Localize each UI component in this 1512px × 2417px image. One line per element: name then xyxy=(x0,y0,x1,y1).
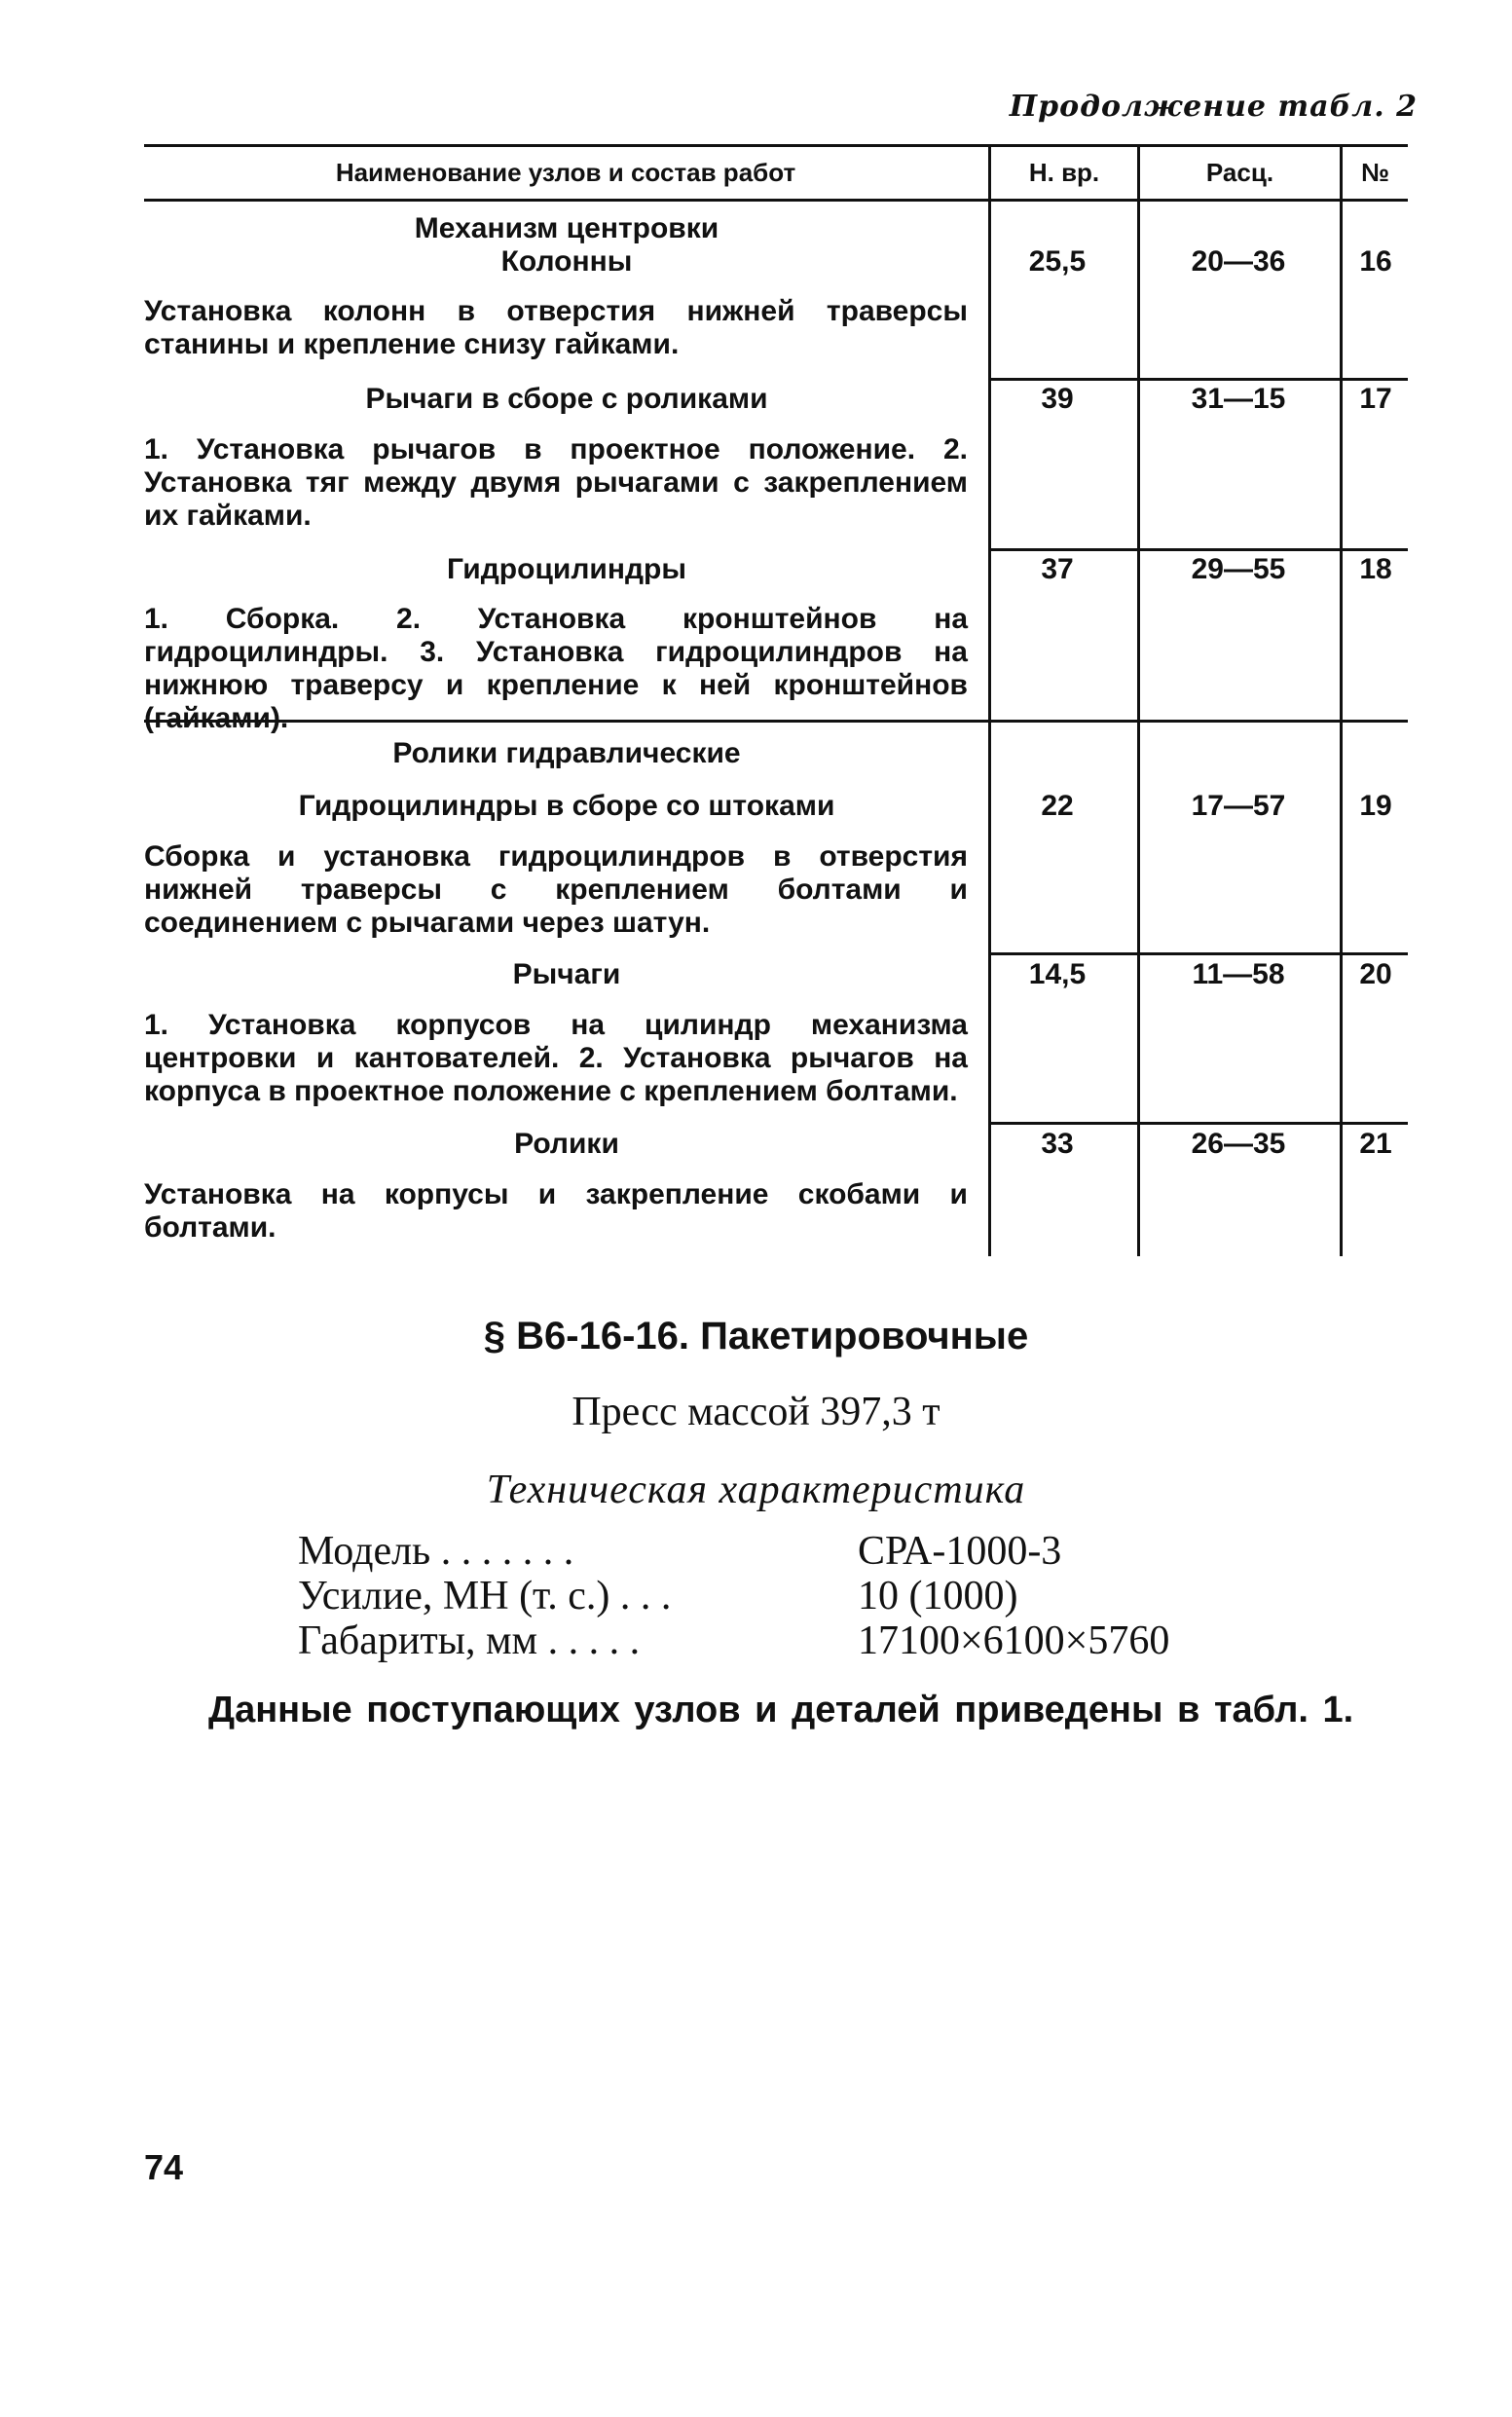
spec-label: Модель . . . . . . . xyxy=(298,1529,574,1574)
row-rate: 17—57 xyxy=(1191,790,1286,822)
spec-value: СРА-1000-3 xyxy=(858,1529,1062,1574)
row-rate: 26—35 xyxy=(1191,1128,1286,1160)
row-number: 17 xyxy=(1359,383,1392,415)
table-header-rule xyxy=(144,199,1408,202)
row-hours: 22 xyxy=(1041,790,1074,822)
row-number: 20 xyxy=(1359,958,1392,990)
tech-spec-title: Техническая характеристика xyxy=(486,1468,1026,1512)
row-rate: 31—15 xyxy=(1191,383,1286,415)
spec-label: Габариты, мм . . . . . xyxy=(298,1618,641,1663)
row-rule xyxy=(988,548,1408,551)
row-title: Ролики xyxy=(514,1128,619,1160)
note-text: Данные поступающих узлов и деталей приведены в табл. 1. xyxy=(208,1690,1354,1730)
row-rule xyxy=(988,952,1408,955)
header-rate: Расц. xyxy=(1205,158,1274,187)
row-number: 18 xyxy=(1359,553,1392,585)
row-hours: 39 xyxy=(1041,383,1074,415)
row-title: Рычаги в сборе с роликами xyxy=(365,383,768,415)
row-subtitle: Гидроцилиндры в сборе со штоками xyxy=(298,790,835,822)
row-description: 1. Установка корпусов на цилиндр механизма центровки и кантователей. 2. Установка рычагов на корпуса в проектное положение с креплением болтами. xyxy=(144,1009,968,1107)
row-number: 19 xyxy=(1359,790,1392,822)
row-description: 1. Установка рычагов в проектное положение. 2. Установка тяг между двумя рычагами с закреплением их гайками. xyxy=(144,433,968,532)
spec-value: 10 (1000) xyxy=(858,1574,1018,1618)
column-rule-rate xyxy=(1137,146,1140,1256)
spec-value: 17100×6100×5760 xyxy=(858,1618,1170,1663)
row-title: Механизм центровки xyxy=(414,212,719,244)
row-description: Установка колонн в отверстия нижней траверсы станины и крепление снизу гайками. xyxy=(144,295,968,360)
row-description: 1. Сборка. 2. Установка кронштейнов на гидроцилиндры. 3. Установка гидроцилиндров на нижнюю траверсу и крепление к ней кронштейнов (гайками). xyxy=(144,603,968,734)
row-number: 16 xyxy=(1359,245,1392,278)
press-title: Пресс массой 397,3 т xyxy=(572,1390,940,1434)
row-title: Ролики гидравлические xyxy=(392,737,741,769)
row-title: Гидроцилиндры xyxy=(447,553,686,585)
row-rate: 29—55 xyxy=(1191,553,1286,585)
header-hours: Н. вр. xyxy=(1028,158,1100,187)
header-name: Наименование узлов и состав работ xyxy=(335,158,796,187)
row-hours: 33 xyxy=(1041,1128,1074,1160)
row-number: 21 xyxy=(1359,1128,1392,1160)
row-rule xyxy=(988,1122,1408,1125)
row-rate: 20—36 xyxy=(1191,245,1286,278)
row-hours: 14,5 xyxy=(1028,958,1087,990)
column-rule-hours xyxy=(988,146,991,1256)
column-rule-number xyxy=(1340,146,1343,1256)
header-number: № xyxy=(1361,158,1389,187)
continuation-label: Продолжение табл. 2 xyxy=(1009,90,1418,124)
row-rate: 11—58 xyxy=(1192,958,1285,990)
row-description: Установка на корпусы и закрепление скобами и болтами. xyxy=(144,1178,968,1244)
section-heading: § В6-16-16. Пакетировочные xyxy=(483,1315,1029,1357)
row-hours: 37 xyxy=(1041,553,1074,585)
page-number: 74 xyxy=(144,2147,184,2187)
row-description: Сборка и установка гидроцилиндров в отверстия нижней траверсы с креплением болтами и соединением с рычагами через шатун. xyxy=(144,840,968,939)
row-rule xyxy=(988,378,1408,381)
row-subtitle: Колонны xyxy=(500,245,633,278)
row-title: Рычаги xyxy=(512,958,621,990)
spec-label: Усилие, МН (т. с.) . . . xyxy=(298,1574,672,1618)
row-hours: 25,5 xyxy=(1028,245,1087,278)
